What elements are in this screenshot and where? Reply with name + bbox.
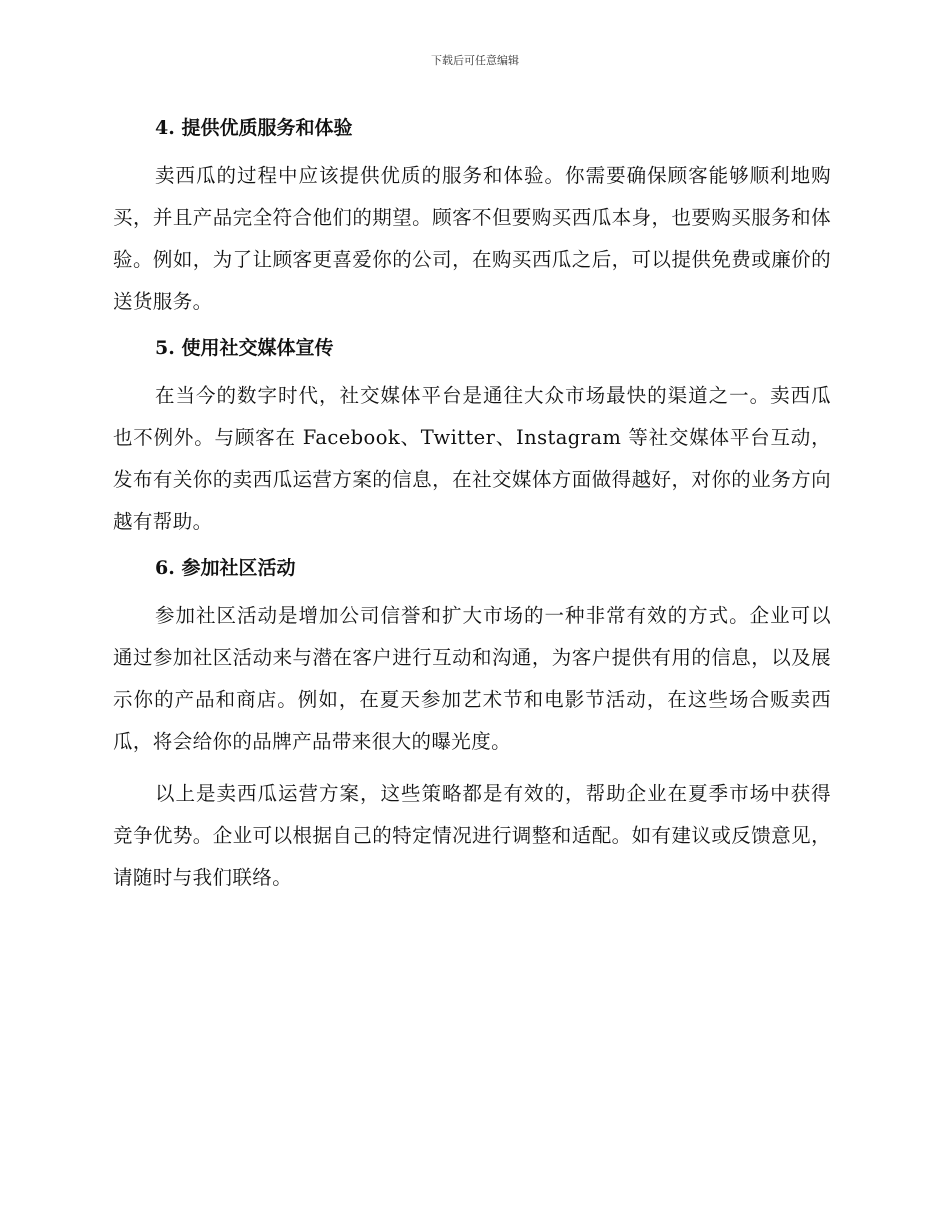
section-heading-social-media: 5. 使用社交媒体宣传 xyxy=(155,337,334,359)
conclusion-paragraph: 以上是卖西瓜运营方案，这些策略都是有效的，帮助企业在夏季市场中获得竞争优势。企业可以根据自己的特定情况进行调整和适配。如有建议或反馈意见，请随时与我们联络。 xyxy=(113,782,831,889)
section-paragraph-social-media: 在当今的数字时代，社交媒体平台是通往大众市场最快的渠道之一。卖西瓜也不例外。与顾客在 Facebook、Twitter、Instagram 等社交媒体平台互动，发布有关你的卖西瓜运营方案的信息，在社交媒体方面做得越好，对你的业务方向越有帮助。 xyxy=(113,384,831,533)
document-body xyxy=(113,110,831,909)
section-heading-service: 4. 提供优质服务和体验 xyxy=(155,117,353,139)
section-heading-community: 6. 参加社区活动 xyxy=(155,557,296,579)
page-header: 下载后可任意编辑 xyxy=(431,54,519,67)
section-paragraph-community: 参加社区活动是增加公司信誉和扩大市场的一种非常有效的方式。企业可以通过参加社区活动来与潜在客户进行互动和沟通，为客户提供有用的信息，以及展示你的产品和商店。例如，在夏天参加艺术节和电影节活动，在这些场合贩卖西瓜，将会给你的品牌产品带来很大的曝光度。 xyxy=(113,604,831,753)
section-paragraph-service: 卖西瓜的过程中应该提供优质的服务和体验。你需要确保顾客能够顺利地购买，并且产品完全符合他们的期望。顾客不但要购买西瓜本身，也要购买服务和体验。例如，为了让顾客更喜爱你的公司，在购买西瓜之后，可以提供免费或廉价的送货服务。 xyxy=(113,164,831,313)
